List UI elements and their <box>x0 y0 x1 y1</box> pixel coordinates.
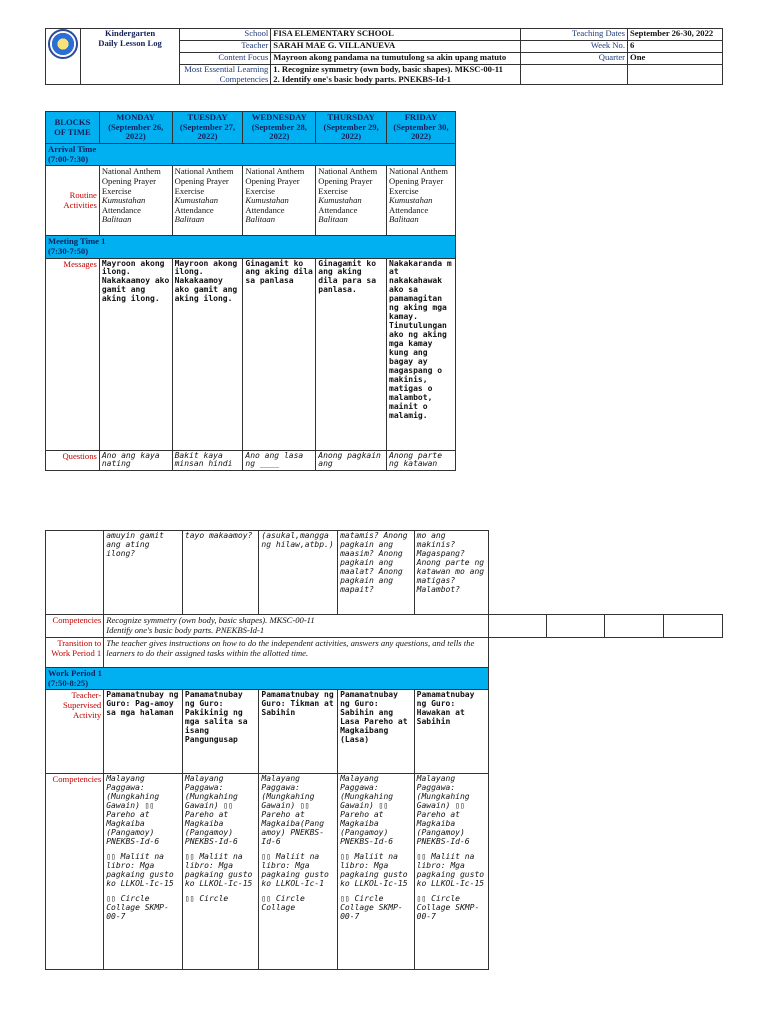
message-mon: Mayroon akong ilong. Nakakaamoy ako gamit ang aking ilong. <box>99 258 172 450</box>
blank-area <box>489 531 723 615</box>
doc-title-line2: Daily Lesson Log <box>98 37 162 48</box>
wc-item: ▯▯ Circle <box>184 893 229 903</box>
routine-line: Exercise <box>245 185 275 196</box>
tsa-thu: Pamamatnubay ng Guro: Sabihin ang Lasa Pareho at Magkaibang (Lasa) <box>338 690 415 774</box>
question-wed-part1: Ano ang lasa ng ____ <box>243 450 316 471</box>
routine-line: National Anthem <box>245 166 305 177</box>
routine-line: Balitaan <box>101 214 132 225</box>
routine-wed <box>243 166 316 236</box>
content-focus-label: Content Focus <box>180 53 271 65</box>
blank-area <box>489 668 723 690</box>
question-mon-part1: Ano ang kaya nating <box>99 450 172 471</box>
tsa-wed: Pamamatnubay ng Guro: Tikman at Sabihin <box>259 690 338 774</box>
routine-mon <box>99 166 172 236</box>
wc-item: ▯▯ Maliit na libro: Mga pagkaing gusto ko LLKOL-Ic-15 <box>416 851 485 888</box>
routine-line: National Anthem <box>318 166 378 177</box>
teaching-dates-label: Teaching Dates <box>521 29 628 41</box>
transition-text: The teacher gives instructions on how to do the independent activities, answers any questions, and tells the learners to do their assigned tasks within the allotted time. <box>104 638 489 668</box>
message-tue: Mayroon akong ilong. Nakakaamoy ako gamit ang aking ilong. <box>172 258 243 450</box>
question-thu-part1: Anong pagkain ang <box>316 450 387 471</box>
routine-tue <box>172 166 243 236</box>
tsa-fri: Pamamatnubay ng Guro: Hawakan at Sabihin <box>414 690 488 774</box>
routine-line: Exercise <box>318 185 348 196</box>
meeting-time-range: (7:30-7:50) <box>48 245 89 256</box>
routine-line: Attendance <box>101 204 141 215</box>
routine-line: Opening Prayer <box>101 175 157 186</box>
mel-values <box>271 65 521 85</box>
routine-line: National Anthem <box>174 166 234 177</box>
routine-line: Kumustahan <box>318 195 362 206</box>
wc-item: Malayang Paggawa: (Mungkahing Gawain) ▯▯ Pareho at Magkaiba (Pangamoy) PNEKBS-Id-6 <box>184 774 238 846</box>
questions-label: Questions <box>46 450 100 471</box>
extra-cell <box>547 615 605 638</box>
routine-line: Kumustahan <box>101 195 146 206</box>
routine-line: Kumustahan <box>174 195 219 206</box>
routine-line: Opening Prayer <box>389 175 444 186</box>
meeting-time-row <box>46 236 456 258</box>
header-blank-1 <box>521 65 628 85</box>
teacher-supervised-label: Teacher-Supervised Activity <box>46 690 104 774</box>
routine-line: Attendance <box>245 204 285 215</box>
routine-line: National Anthem <box>101 166 161 177</box>
message-fri: Nakakaranda m at nakakahawak ako sa pamamagitan ng aking mga kamay. Tinutulungan ako ng aking mga kamay kung ang bagay ay magaspang o makinis, matigas o malambot, mainit o malamig. <box>387 258 456 450</box>
arrival-time-row <box>46 144 456 166</box>
routine-line: Kumustahan <box>245 195 289 206</box>
routine-line: Opening Prayer <box>318 175 373 186</box>
tsa-mon: Pamamatnubay ng Guro: Pag-amoy sa mga halaman <box>104 690 183 774</box>
routine-line: Attendance <box>318 204 358 215</box>
wc-item: Malayang Paggawa: (Mungkahing Gawain) ▯▯ Pareho at Magkaiba (Pangamoy) PNEKBS-Id-6 <box>340 774 394 846</box>
question-fri-part1: Anong parte ng katawan <box>387 450 456 471</box>
question-wed-part2: (asukal,mangga ng hilaw,atbp.) <box>259 531 338 615</box>
question-tue-part2: tayo makaamoy? <box>182 531 259 615</box>
routine-line: Exercise <box>389 185 419 196</box>
col-tuesday: TUESDAY (September 27, 2022) <box>172 112 243 144</box>
routine-line: Balitaan <box>389 214 419 225</box>
work-period-time: (7:50-8:25) <box>48 677 89 688</box>
teacher-value: SARAH MAE G. VILLANUEVA <box>271 41 521 53</box>
wc-item: ▯▯ Maliit na libro: Mga pagkaing gusto ko LLKOL-Ic-15 <box>340 851 408 888</box>
wc-thu <box>338 774 415 970</box>
wc-item: ▯▯ Maliit na libro: Mga pagkaing gusto ko LLKOL-Ic-15 <box>184 851 253 888</box>
wc-fri <box>414 774 488 970</box>
wc-tue <box>182 774 259 970</box>
wc-item: ▯▯ Circle Collage SKMP-00-7 <box>340 893 403 921</box>
routine-fri <box>387 166 456 236</box>
school-value: FISA ELEMENTARY SCHOOL <box>271 29 521 41</box>
extra-cell <box>663 615 722 638</box>
work-period-title: Work Period 1 <box>48 668 102 678</box>
col-monday: MONDAY (September 26, 2022) <box>99 112 172 144</box>
extra-cell <box>489 615 547 638</box>
routine-line: Opening Prayer <box>174 175 229 186</box>
schedule-table-page2 <box>45 530 723 970</box>
wc-mon <box>104 774 183 970</box>
week-label: Week No. <box>521 41 628 53</box>
routine-activities-label: Routine Activities <box>46 166 100 236</box>
question-thu-part2: matamis? Anong pagkain ang maasim? Anong pagkain ang maalat? Anong pagkain ang mapait? <box>338 531 415 615</box>
routine-line: Kumustahan <box>389 195 433 206</box>
col-thursday: THURSDAY (September 29, 2022) <box>316 112 387 144</box>
wc-item: Malayang Paggawa: (Mungkahing Gawain) ▯▯ Pareho at Magkaiba(Pang amoy) PNEKBS-Id-6 <box>261 774 325 846</box>
col-blocks-of-time: BLOCKS OF TIME <box>46 112 100 144</box>
title-cell <box>81 29 180 85</box>
wc-item: ▯▯ Circle Collage SKMP-00-7 <box>106 893 169 921</box>
blank-area <box>489 774 723 970</box>
work-competencies-label: Competencies <box>46 774 104 970</box>
header-table <box>45 28 723 85</box>
deped-seal-cell <box>46 29 81 85</box>
deped-seal-icon <box>48 29 78 59</box>
week-value: 6 <box>628 41 723 53</box>
routine-line: Opening Prayer <box>245 175 300 186</box>
blank-area <box>489 638 723 668</box>
wc-item: Malayang Paggawa: (Mungkahing Gawain) ▯▯ Pareho at Magkaiba (Pangamoy) PNEKBS-Id-6 <box>416 774 470 846</box>
message-wed: Ginagamit ko ang aking dila sa panlasa <box>243 258 316 450</box>
mel-label: Most Essential Learning Competencies <box>180 65 271 85</box>
work-period-row <box>46 668 489 690</box>
mel-item-1: 1. Recognize symmetry (own body, basic shapes). MKSC-00-11 <box>273 64 503 74</box>
meeting-time-title: Meeting Time 1 <box>48 236 106 247</box>
wc-item: ▯▯ Maliit na libro: Mga pagkaing gusto ko LLKOL-Ic-1 <box>261 851 329 888</box>
school-label: School <box>180 29 271 41</box>
routine-line: Balitaan <box>245 214 276 225</box>
routine-line: Balitaan <box>318 214 348 225</box>
tsa-tue: Pamamatnubay ng Guro: Pakikinig ng mga salita sa isang Pangungusap <box>182 690 259 774</box>
wc-item: ▯▯ Maliit na libro: Mga pagkaing gusto ko LLKOL-Ic-15 <box>106 851 174 888</box>
quarter-value: One <box>628 53 723 65</box>
teacher-label: Teacher <box>180 41 271 53</box>
routine-line: Attendance <box>174 204 214 215</box>
competency-line-1: Recognize symmetry (own body, basic shapes). MKSC-00-11 <box>106 615 315 625</box>
routine-line: Attendance <box>389 204 429 215</box>
routine-line: National Anthem <box>389 166 448 177</box>
wc-item: ▯▯ Circle Collage <box>261 893 305 912</box>
competencies-label: Competencies <box>46 615 104 638</box>
question-fri-part2: mo ang makinis? Magaspang? Anong parte ng katawan mo ang matigas? Malambot? <box>414 531 488 615</box>
routine-line: Balitaan <box>174 214 205 225</box>
teaching-dates-value: September 26-30, 2022 <box>628 29 723 41</box>
blank-area <box>489 690 723 774</box>
mel-item-2: 2. Identify one's basic body parts. PNEKBS-Id-1 <box>273 73 451 84</box>
header-blank-2 <box>628 65 723 85</box>
content-focus-value: Mayroon akong pandama na tumutulong sa akin upang matuto <box>271 53 521 65</box>
wc-item: ▯▯ Circle Collage SKMP-00-7 <box>416 893 480 921</box>
questions-label-cont <box>46 531 104 615</box>
competencies-text <box>104 615 489 638</box>
routine-line: Exercise <box>174 185 205 196</box>
question-mon-part2: amuyin gamit ang ating ilong? <box>104 531 183 615</box>
message-thu: Ginagamit ko ang aking dila para sa panlasa. <box>316 258 387 450</box>
col-wednesday: WEDNESDAY (September 28, 2022) <box>243 112 316 144</box>
schedule-table-page1 <box>45 111 456 471</box>
question-tue-part1: Bakit kaya minsan hindi <box>172 450 243 471</box>
routine-thu <box>316 166 387 236</box>
wc-wed <box>259 774 338 970</box>
col-friday: FRIDAY (September 30, 2022) <box>387 112 456 144</box>
messages-label: Messages <box>46 258 100 450</box>
competency-line-2: Identify one's basic body parts. PNEKBS-Id-1 <box>106 624 265 635</box>
routine-line: Exercise <box>101 185 132 196</box>
extra-cell <box>605 615 663 638</box>
arrival-time-title: Arrival Time <box>48 144 97 154</box>
transition-label: Transition to Work Period 1 <box>46 638 104 668</box>
arrival-time-range: (7:00-7:30) <box>48 153 89 164</box>
doc-title-line1: Kindergarten <box>104 28 156 38</box>
quarter-label: Quarter <box>521 53 628 65</box>
wc-item: Malayang Paggawa: (Mungkahing Gawain) ▯▯ Pareho at Magkaiba (Pangamoy) PNEKBS-Id-6 <box>106 774 160 846</box>
